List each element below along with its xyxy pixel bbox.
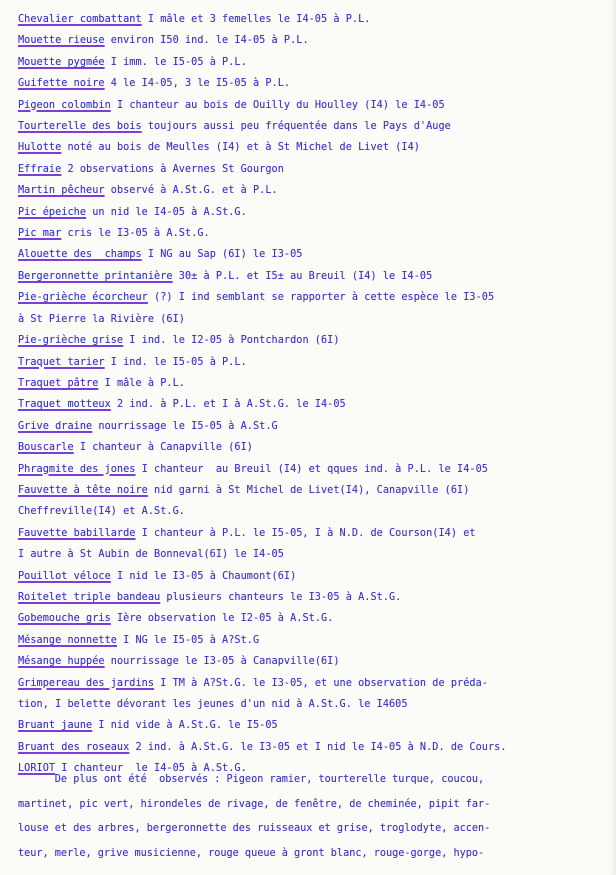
species-entry bbox=[18, 30, 610, 51]
observation-text: 30± à P.L. et I5± au Breuil (I4) le I4-05 bbox=[172, 270, 433, 282]
species-name: Mésange nonnette bbox=[18, 634, 117, 646]
observation-text: 2 observations à Avernes St Gourgon bbox=[61, 163, 284, 175]
species-name: Martin pêcheur bbox=[18, 185, 105, 197]
species-entry bbox=[18, 459, 610, 480]
observation-continuation: I autre à St Aubin de Bonneval(6I) le I4-05 bbox=[18, 549, 284, 561]
species-name: Grimpereau des jardins bbox=[18, 677, 155, 689]
species-entry bbox=[18, 266, 610, 287]
species-observation-list bbox=[18, 9, 610, 780]
species-entry bbox=[18, 352, 610, 373]
observation-text: I mâle à P.L. bbox=[98, 377, 185, 389]
species-entry bbox=[18, 9, 610, 30]
observation-text: I imm. le I5-05 à P.L. bbox=[104, 56, 247, 68]
observation-text: I chanteur le I4-05 à A.St.G. bbox=[55, 763, 247, 775]
species-entry bbox=[18, 223, 610, 244]
paragraph-line: teur, merle, grive musicienne, rouge queue à gront blanc, rouge-gorge, hypo- bbox=[18, 847, 485, 859]
species-name: Fauvette à tête noire bbox=[18, 484, 148, 496]
species-name: Pic mar bbox=[18, 228, 62, 240]
observation-text: I nid le I3-05 à Chaumont(6I) bbox=[110, 570, 297, 582]
species-entry bbox=[18, 416, 610, 437]
observation-text: Ière observation le I2-05 à A.St.G. bbox=[110, 613, 334, 625]
species-entry bbox=[18, 608, 610, 629]
species-name: Grive draine bbox=[18, 420, 93, 432]
species-name: Pouillot véloce bbox=[18, 570, 111, 582]
observation-text: toujours aussi peu fréquentée dans le Pays d'Auge bbox=[141, 121, 451, 133]
observation-text: 2 ind. à P.L. et I à A.St.G. le I4-05 bbox=[110, 399, 346, 411]
observation-text: nourrissage le I3-05 à Canapville(6I) bbox=[104, 656, 340, 668]
species-entry bbox=[18, 437, 610, 458]
species-entry bbox=[18, 116, 610, 137]
species-entry bbox=[18, 737, 610, 758]
species-entry bbox=[18, 673, 610, 716]
observation-text: I mâle et 3 femelles le I4-05 à P.L. bbox=[141, 14, 371, 25]
observation-text: (?) I ind semblant se rapporter à cette espèce le I3-05 bbox=[147, 292, 495, 304]
species-name: Effraie bbox=[18, 163, 62, 175]
species-name: Fauvette babillarde bbox=[18, 527, 136, 539]
species-name: Roitelet triple bandeau bbox=[18, 591, 161, 603]
observation-text: I chanteur à P.L. le I5-05, I à N.D. de Courson(I4) et bbox=[135, 527, 476, 539]
species-name: Pie-grièche grise bbox=[18, 335, 124, 347]
species-entry bbox=[18, 244, 610, 265]
species-entry bbox=[18, 630, 610, 651]
species-name: Bruant des roseaux bbox=[18, 741, 130, 753]
observation-text: I chanteur à Canapville (6I) bbox=[73, 442, 253, 454]
observation-text: nourrissage le I5-05 à A.St.G bbox=[92, 420, 278, 432]
species-name: Traquet motteux bbox=[18, 399, 111, 411]
observation-text: I ind. le I5-05 à P.L. bbox=[104, 356, 247, 368]
observation-text: I NG le I5-05 à A?St.G bbox=[116, 634, 260, 646]
species-entry bbox=[18, 180, 610, 201]
paragraph-line: De plus ont été observés : Pigeon ramier, tourterelle turque, coucou, bbox=[18, 774, 485, 785]
species-name: Mouette rieuse bbox=[18, 35, 105, 47]
species-entry bbox=[18, 523, 610, 566]
species-name: Phragmite des jones bbox=[18, 463, 136, 475]
observation-text: I chanteur au bois de Ouilly du Houlley (I4) le I4-05 bbox=[110, 99, 445, 111]
observation-text: I chanteur au Breuil (I4) et qques ind. à P.L. le I4-05 bbox=[135, 463, 488, 475]
additional-observations-paragraph bbox=[18, 768, 610, 866]
species-entry bbox=[18, 287, 610, 330]
species-name: Alouette des champs bbox=[18, 249, 142, 261]
scan-edge-shadow bbox=[610, 0, 616, 875]
observation-text: I NG au Sap (6I) le I3-05 bbox=[141, 249, 303, 261]
species-entry bbox=[18, 330, 610, 351]
species-entry bbox=[18, 566, 610, 587]
species-name: Chevalier combattant bbox=[18, 14, 142, 25]
observation-text: I TM à A?St.G. le I3-05, et une observation de préda- bbox=[154, 677, 488, 689]
species-entry bbox=[18, 73, 610, 94]
observation-text: environ I50 ind. le I4-05 à P.L. bbox=[104, 35, 309, 47]
observation-text: un nid le I4-05 à A.St.G. bbox=[86, 206, 247, 218]
species-name: Bruant jaune bbox=[18, 720, 93, 732]
species-name: Bergeronnette printanière bbox=[18, 270, 173, 282]
species-entry bbox=[18, 715, 610, 736]
observation-text: I ind. le I2-05 à Pontchardon (6I) bbox=[123, 335, 340, 347]
observation-text: 4 le I4-05, 3 le I5-05 à P.L. bbox=[104, 78, 291, 90]
species-name: Traquet pâtre bbox=[18, 377, 99, 389]
observation-continuation: Cheffreville(I4) et A.St.G. bbox=[18, 506, 185, 518]
species-name: Bouscarle bbox=[18, 442, 74, 454]
observation-text: noté au bois de Meulles (I4) et à St Michel de Livet (I4) bbox=[61, 142, 420, 154]
observation-text: nid garni à St Michel de Livet(I4), Canapville (6I) bbox=[147, 484, 470, 496]
species-name: Mouette pygmée bbox=[18, 56, 105, 68]
species-name: Pic épeiche bbox=[18, 206, 87, 218]
species-name: Traquet tarier bbox=[18, 356, 105, 368]
species-name: Mésange huppée bbox=[18, 656, 105, 668]
species-name: Hulotte bbox=[18, 142, 62, 154]
species-name: Tourterelle des bois bbox=[18, 121, 142, 133]
observation-text: cris le I3-05 à A.St.G. bbox=[61, 228, 210, 240]
species-entry bbox=[18, 202, 610, 223]
observation-text: 2 ind. à A.St.G. le I3-05 et I nid le I4-05 à N.D. de Cours. bbox=[129, 741, 507, 753]
species-name: LORIOT bbox=[18, 763, 56, 775]
species-entry bbox=[18, 95, 610, 116]
species-entry bbox=[18, 159, 610, 180]
species-name: Gobemouche gris bbox=[18, 613, 111, 625]
observation-continuation: tion, I belette dévorant les jeunes d'un nid à A.St.G. le I4605 bbox=[18, 699, 408, 710]
species-entry bbox=[18, 587, 610, 608]
species-entry bbox=[18, 52, 610, 73]
observation-text: I nid vide à A.St.G. le I5-05 bbox=[92, 720, 278, 732]
observation-continuation: à St Pierre la Rivière (6I) bbox=[18, 313, 185, 325]
species-name: Pie-grièche écorcheur bbox=[18, 292, 148, 304]
paragraph-line: louse et des arbres, bergeronnette des ruisseaux et grise, troglodyte, accen- bbox=[18, 823, 491, 834]
species-name: Pigeon colombin bbox=[18, 99, 111, 111]
species-entry bbox=[18, 137, 610, 158]
paragraph-line: martinet, pic vert, hirondeles de rivage, de fenêtre, de cheminée, pipit far- bbox=[18, 798, 491, 810]
observation-text: plusieurs chanteurs le I3-05 à A.St.G. bbox=[160, 591, 402, 603]
species-name: Guifette noire bbox=[18, 78, 105, 90]
species-entry bbox=[18, 394, 610, 415]
species-entry bbox=[18, 480, 610, 523]
species-entry bbox=[18, 651, 610, 672]
species-entry bbox=[18, 373, 610, 394]
observation-text: observé à A.St.G. et à P.L. bbox=[104, 185, 278, 197]
